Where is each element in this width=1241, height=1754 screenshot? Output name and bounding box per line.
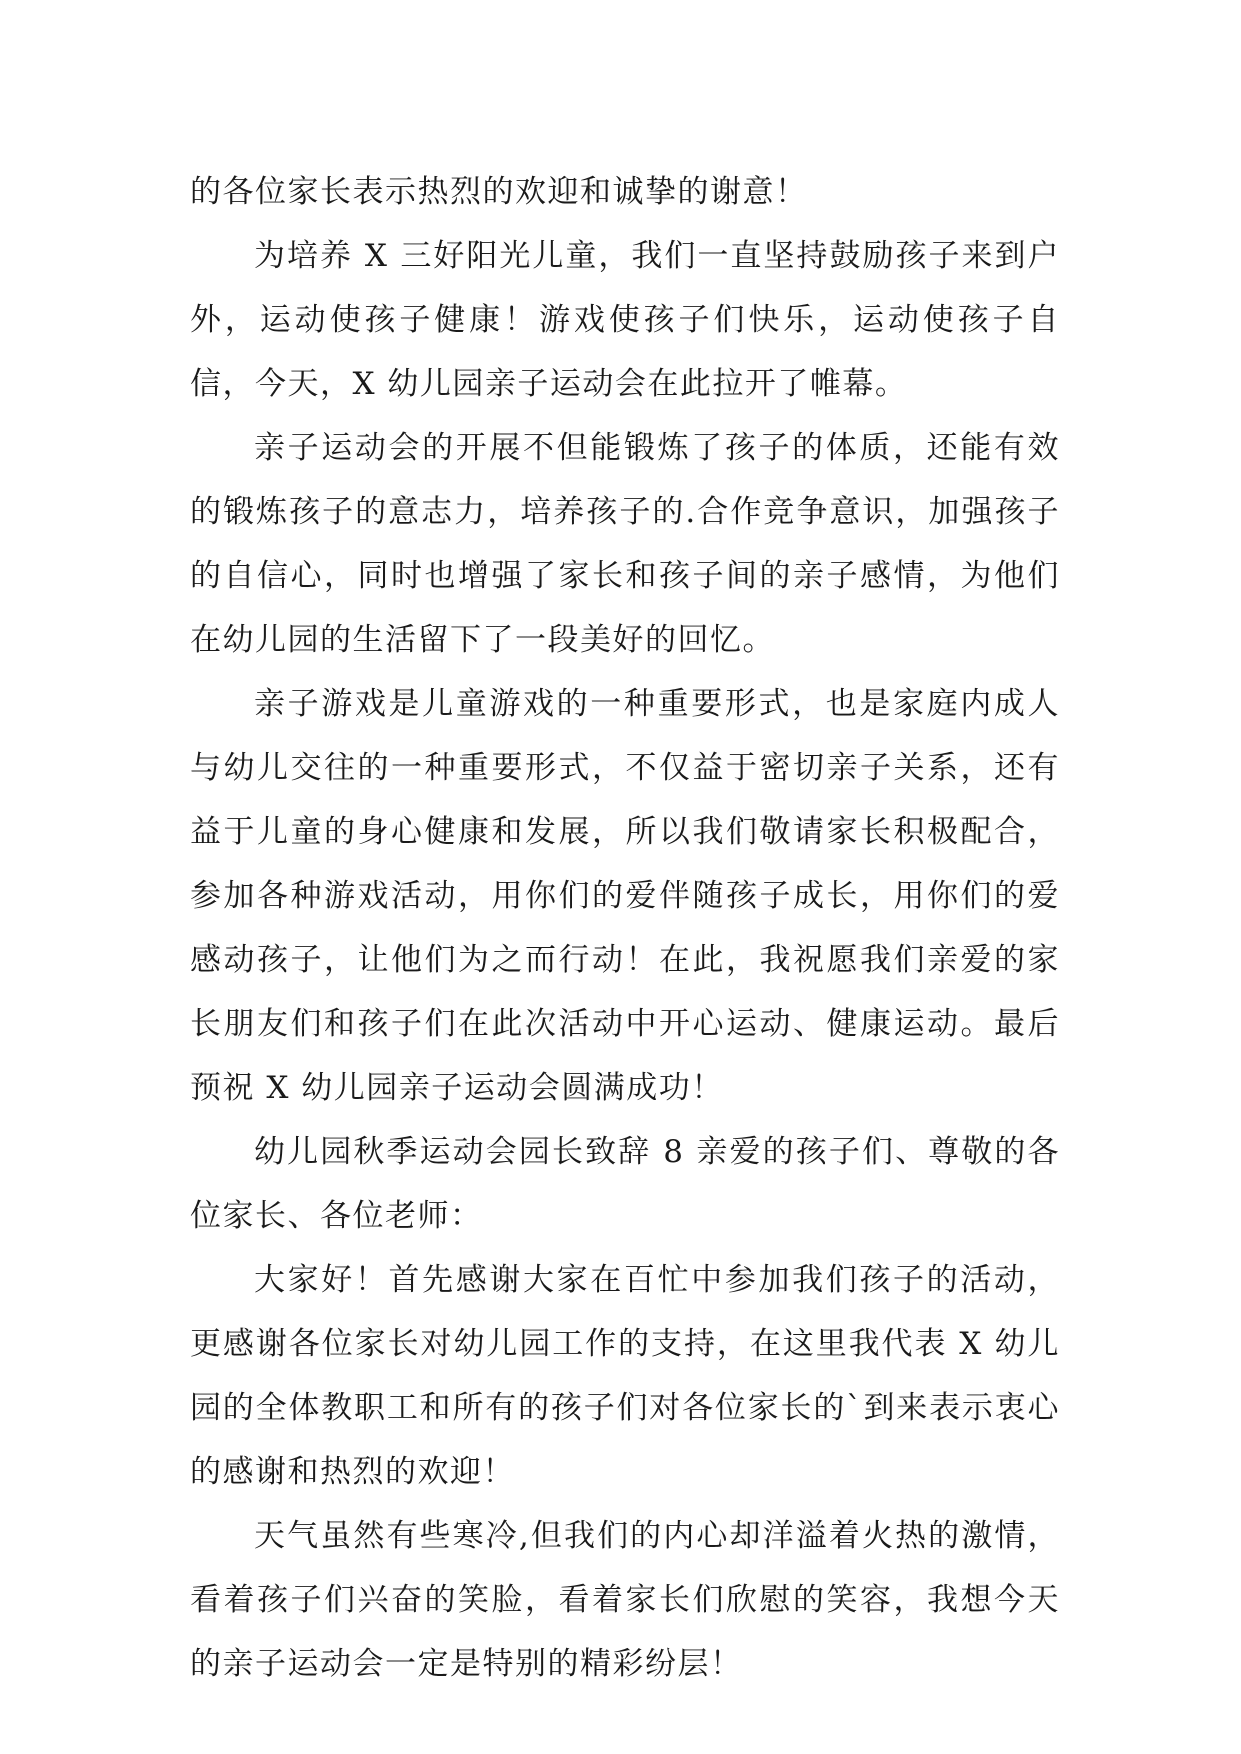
document-body [190, 160, 1060, 1696]
paragraph-sunshine-children: 为培养 X 三好阳光儿童，我们一直坚持鼓励孩子来到户外，运动使孩子健康！游戏使孩子们快乐，运动使孩子自信，今天，X 幼儿园亲子运动会在此拉开了帷幕。 [190, 238, 1060, 402]
paragraph-weather: 天气虽然有些寒冷,但我们的内心却洋溢着火热的激情，看着孩子们兴奋的笑脸，看着家长们欣慰的笑容，我想今天的亲子运动会一定是特别的精彩纷层！ [190, 1518, 1060, 1682]
paragraph-sports-benefits: 亲子运动会的开展不但能锻炼了孩子的体质，还能有效的锻炼孩子的意志力，培养孩子的.合作竞争意识，加强孩子的自信心，同时也增强了家长和孩子间的亲子感情，为他们在幼儿园的生活留下了一段美好的回忆。 [190, 430, 1060, 658]
paragraph-parent-child-games: 亲子游戏是儿童游戏的一种重要形式，也是家庭内成人与幼儿交往的一种重要形式，不仅益于密切亲子关系，还有益于儿童的身心健康和发展，所以我们敬请家长积极配合，参加各种游戏活动，用你们的爱伴随孩子成长，用你们的爱感动孩子，让他们为之而行动！在此，我祝愿我们亲爱的家长朋友们和孩子们在此次活动中开心运动、健康运动。最后预祝 X 幼儿园亲子运动会圆满成功！ [190, 686, 1060, 1106]
paragraph-greeting: 大家好！首先感谢大家在百忙中参加我们孩子的活动，更感谢各位家长对幼儿园工作的支持，在这里我代表 X 幼儿园的全体教职工和所有的孩子们对各位家长的`到来表示衷心的感谢和热烈的欢迎！ [190, 1262, 1060, 1490]
paragraph-welcome-continuation: 的各位家长表示热烈的欢迎和诚挚的谢意！ [190, 174, 808, 210]
paragraph-speech-heading: 幼儿园秋季运动会园长致辞 8 亲爱的孩子们、尊敬的各位家长、各位老师： [190, 1134, 1060, 1234]
